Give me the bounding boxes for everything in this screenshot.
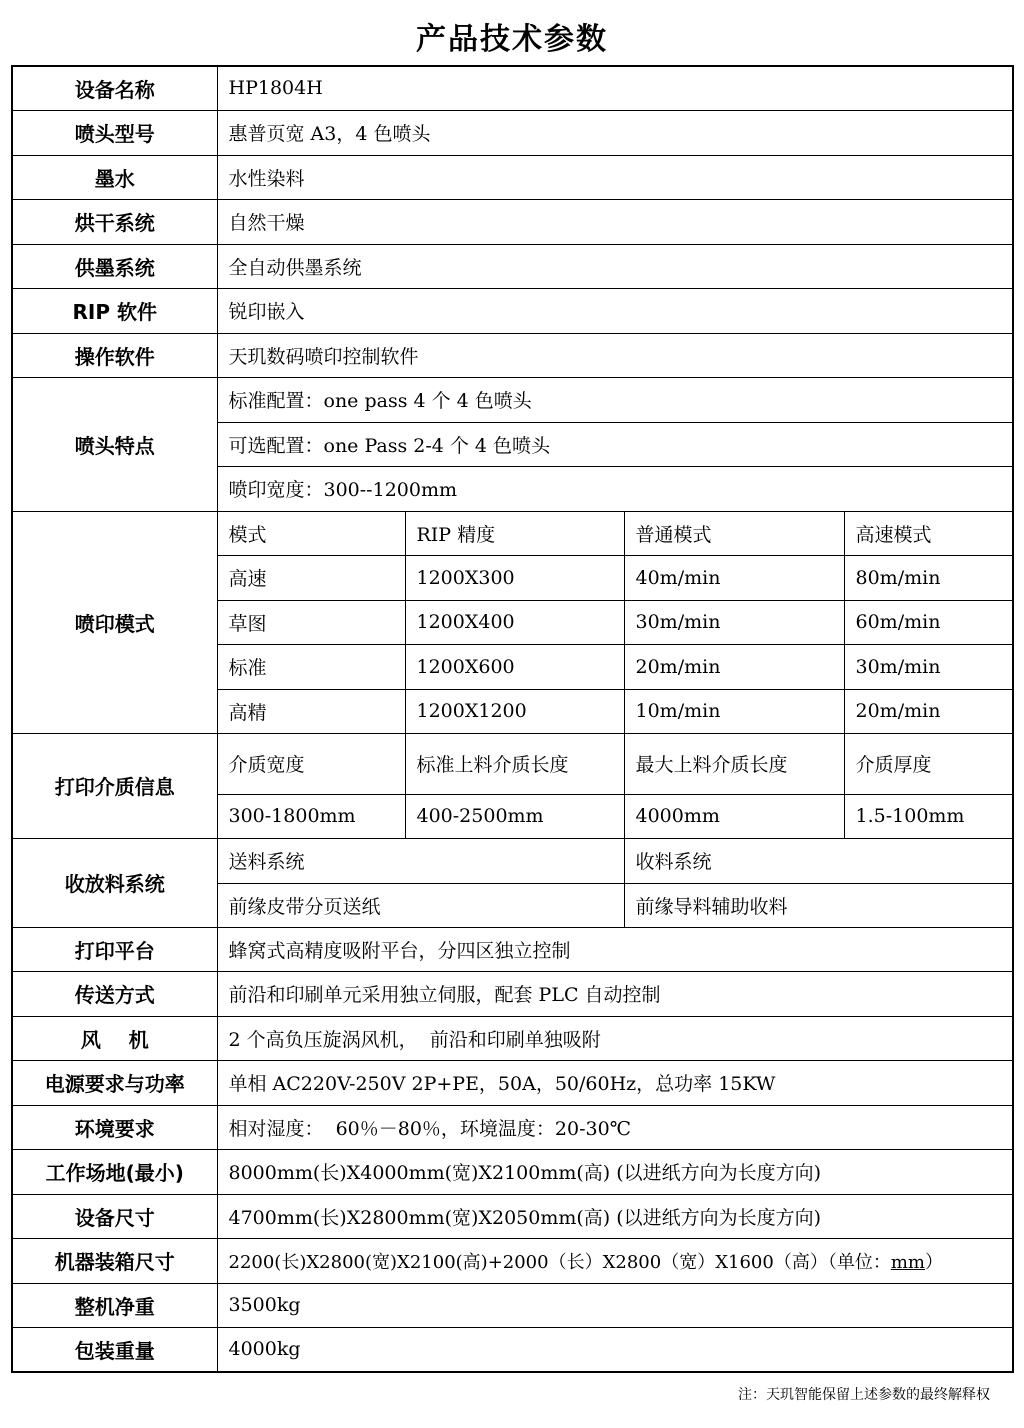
spec-table [11,65,1014,1373]
row-value-rip: 锐印嵌入 [217,288,1013,333]
row-label-rip: RIP 软件 [12,288,217,333]
feed-value-supply: 前缘皮带分页送纸 [217,883,624,927]
row-value-transmission: 前沿和印刷单元采用独立伺服，配套 PLC 自动控制 [217,971,1013,1016]
feed-header-supply: 送料系统 [217,838,624,883]
media-value-std-length: 400-2500mm [405,794,624,838]
row-label-power: 电源要求与功率 [12,1060,217,1105]
print-mode-cell: 草图 [217,600,405,644]
print-mode-cell: 1200X300 [405,555,624,600]
row-value-net-weight: 3500kg [217,1283,1013,1327]
row-label-feed: 收放料系统 [12,838,217,927]
packing-value: 2200(长)X2800(宽)X2100(高)+2000（长）X2800（宽）X1600（高）（单位： [228,1251,891,1273]
row-label-dimensions: 设备尺寸 [12,1194,217,1238]
print-mode-cell: 1200X600 [405,644,624,689]
row-value-ink: 水性染料 [217,155,1013,199]
row-value-packing [217,1238,1013,1283]
row-label-nozzle-model: 喷头型号 [12,110,217,155]
print-mode-cell: 30m/min [844,644,1013,689]
print-mode-header-mode: 模式 [217,511,405,555]
row-value-operation: 天玑数码喷印控制软件 [217,333,1013,377]
row-value-environment: 相对湿度： 60％－80％，环境温度：20-30℃ [217,1105,1013,1149]
row-label-workspace: 工作场地(最小) [12,1149,217,1194]
print-mode-cell: 标准 [217,644,405,689]
row-label-device-name: 设备名称 [12,66,217,110]
row-label-drying: 烘干系统 [12,199,217,244]
row-label-fan: 风 机 [12,1016,217,1060]
row-label-ink-supply: 供墨系统 [12,244,217,288]
nozzle-feature-optional: 可选配置：one Pass 2-4 个 4 色喷头 [217,422,1013,466]
row-label-nozzle-features: 喷头特点 [12,377,217,511]
print-mode-cell: 60m/min [844,600,1013,644]
row-value-nozzle-model: 惠普页宽 A3，4 色喷头 [217,110,1013,155]
packing-unit: mm [890,1251,925,1273]
row-label-platform: 打印平台 [12,927,217,971]
row-label-environment: 环境要求 [12,1105,217,1149]
print-mode-cell: 高速 [217,555,405,600]
row-label-packing: 机器装箱尺寸 [12,1238,217,1283]
print-mode-cell: 20m/min [624,644,844,689]
row-label-net-weight: 整机净重 [12,1283,217,1327]
nozzle-feature-width: 喷印宽度：300--1200mm [217,466,1013,511]
print-mode-cell: 1200X1200 [405,689,624,733]
nozzle-feature-standard: 标准配置：one pass 4 个 4 色喷头 [217,377,1013,422]
row-value-device-name: HP1804H [217,66,1013,110]
row-value-workspace: 8000mm(长)X4000mm(宽)X2100mm(高) (以进纸方向为长度方向) [217,1149,1013,1194]
row-label-transmission: 传送方式 [12,971,217,1016]
media-header-width: 介质宽度 [217,733,405,794]
media-value-thickness: 1.5-100mm [844,794,1013,838]
row-value-gross-weight: 4000kg [217,1327,1013,1372]
packing-close: ） [924,1251,943,1273]
feed-value-collect: 前缘导料辅助收料 [624,883,1013,927]
media-header-max-length: 最大上料介质长度 [624,733,844,794]
row-value-fan: 2 个高负压旋涡风机， 前沿和印刷单独吸附 [217,1016,1013,1060]
print-mode-cell: 高精 [217,689,405,733]
row-value-platform: 蜂窝式高精度吸附平台，分四区独立控制 [217,927,1013,971]
row-label-gross-weight: 包装重量 [12,1327,217,1372]
row-value-ink-supply: 全自动供墨系统 [217,244,1013,288]
row-label-print-mode: 喷印模式 [12,511,217,733]
media-header-std-length: 标准上料介质长度 [405,733,624,794]
print-mode-cell: 80m/min [844,555,1013,600]
print-mode-cell: 30m/min [624,600,844,644]
media-header-thickness: 介质厚度 [844,733,1013,794]
media-value-max-length: 4000mm [624,794,844,838]
print-mode-cell: 20m/min [844,689,1013,733]
print-mode-header-normal: 普通模式 [624,511,844,555]
media-value-width: 300-1800mm [217,794,405,838]
print-mode-cell: 10m/min [624,689,844,733]
footer-note: 注：天玑智能保留上述参数的最终解释权 [738,1387,990,1403]
feed-header-collect: 收料系统 [624,838,1013,883]
page-title: 产品技术参数 [416,22,608,57]
row-label-media: 打印介质信息 [12,733,217,838]
row-value-dimensions: 4700mm(长)X2800mm(宽)X2050mm(高) (以进纸方向为长度方向) [217,1194,1013,1238]
print-mode-cell: 1200X400 [405,600,624,644]
print-mode-header-fast: 高速模式 [844,511,1013,555]
print-mode-cell: 40m/min [624,555,844,600]
row-label-operation: 操作软件 [12,333,217,377]
print-mode-header-rip: RIP 精度 [405,511,624,555]
row-value-power: 单相 AC220V-250V 2P+PE，50A，50/60Hz，总功率 15KW [217,1060,1013,1105]
row-value-drying: 自然干燥 [217,199,1013,244]
row-label-ink: 墨水 [12,155,217,199]
